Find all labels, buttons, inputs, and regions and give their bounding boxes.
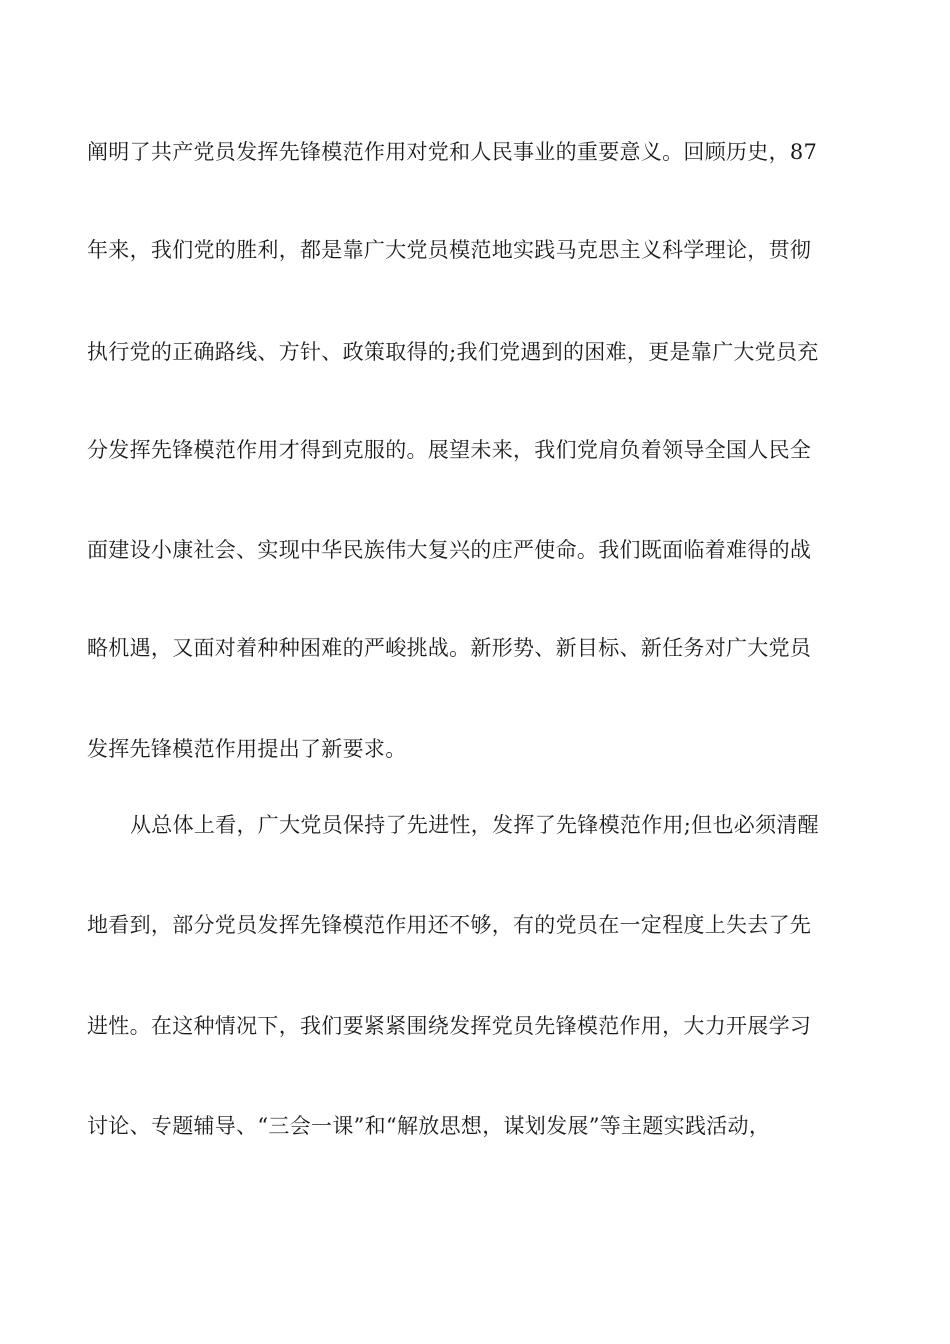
text-line: 略机遇，又面对着种种困难的严峻挑战。新形势、新目标、新任务对广大党员 [87,636,812,660]
text-line: 进性。在这种情况下，我们要紧紧围绕发挥党员先锋模范作用，大力开展学习 [87,1014,812,1038]
text-line: 从总体上看，广大党员保持了先进性，发挥了先锋模范作用;但也必须清醒 [130,813,819,837]
text-line: 发挥先锋模范作用提出了新要求。 [87,737,407,761]
text-line: 讨论、专题辅导、“三会一课”和“解放思想，谋划发展”等主题实践活动， [87,1114,771,1138]
text-line: 执行党的正确路线、方针、政策取得的;我们党遇到的困难，更是靠广大党员充 [87,340,819,364]
text-line: 分发挥先锋模范作用才得到克服的。展望未来，我们党肩负着领导全国人民全 [87,438,812,462]
text-line: 阐明了共产党员发挥先锋模范作用对党和人民事业的重要意义。回顾历史，87 [87,140,818,164]
text-line: 地看到，部分党员发挥先锋模范作用还不够，有的党员在一定程度上失去了先 [87,913,812,937]
text-line: 年来，我们党的胜利，都是靠广大党员模范地实践马克思主义科学理论，贯彻 [87,238,812,262]
text-line: 面建设小康社会、实现中华民族伟大复兴的庄严使命。我们既面临着难得的战 [87,538,812,562]
